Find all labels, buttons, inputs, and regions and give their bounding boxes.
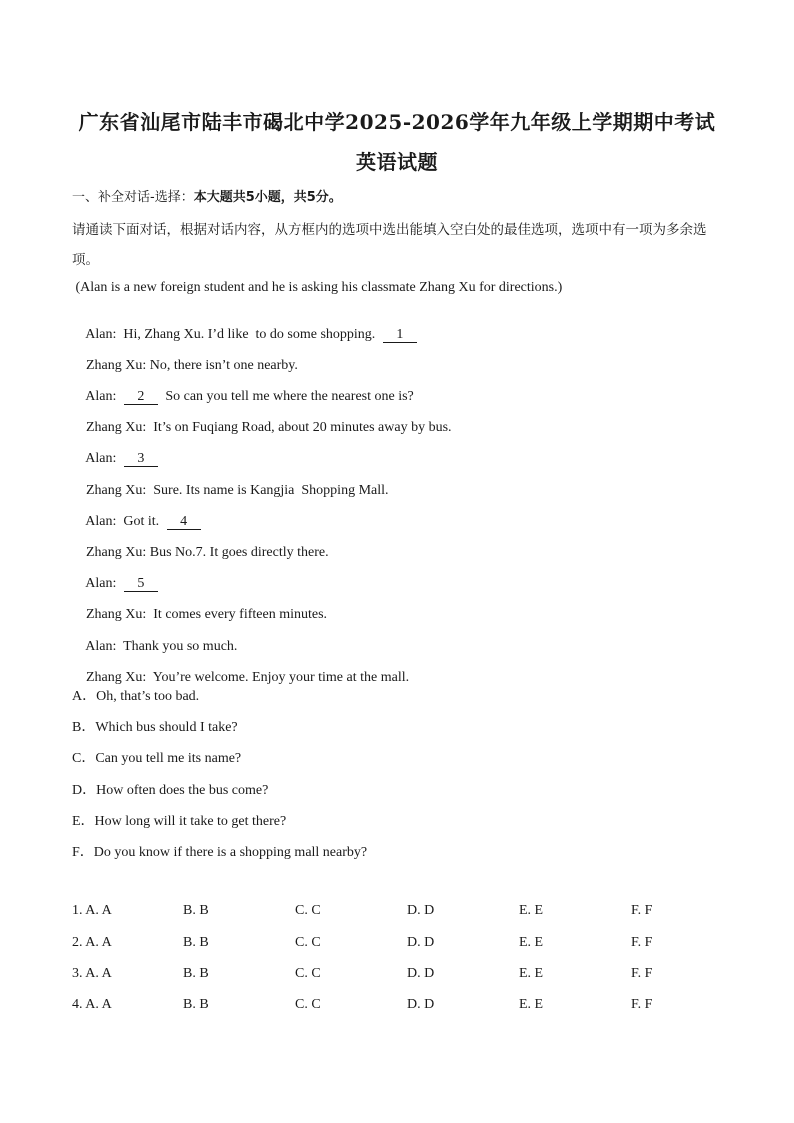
answer-option[interactable]: D. D (407, 997, 435, 1012)
choice-a: A．Oh, that’s too bad. (72, 689, 200, 704)
dialogue-text: Zhang Xu: It comes every fifteen minutes. (86, 607, 328, 622)
dialogue-text: Zhang Xu: You’re welcome. Enjoy your time at the mall. (86, 670, 410, 685)
answer-option[interactable]: D. D (407, 903, 435, 918)
choice-c: C．Can you tell me its name? (72, 751, 242, 766)
dialogue-text: Alan: Got it. (85, 514, 163, 529)
answer-option[interactable]: B. B (183, 903, 209, 918)
answer-option[interactable]: E. E (519, 997, 544, 1012)
answer-blank[interactable]: 5 (124, 577, 158, 592)
answer-option[interactable]: B. B (183, 966, 209, 981)
choice-d: D．How often does the bus come? (72, 783, 269, 798)
choice-f: F．Do you know if there is a shopping mall nearby? (72, 845, 368, 860)
dialogue-text-after: So can you tell me where the nearest one is? (161, 389, 414, 404)
answer-blank[interactable]: 3 (124, 452, 158, 467)
answer-option[interactable]: B. B (183, 935, 209, 950)
answer-option[interactable]: F. F (631, 966, 653, 981)
answer-option[interactable]: C. C (295, 935, 321, 950)
dialogue-text: Zhang Xu: Sure. Its name is Kangjia Shopping Mall. (86, 483, 389, 498)
answer-option[interactable]: D. D (407, 935, 435, 950)
answer-blank[interactable]: 4 (167, 515, 201, 530)
dialogue-text: Alan: (85, 389, 120, 404)
answer-option[interactable]: B. B (183, 997, 209, 1012)
instructions: 请通读下面对话，根据对话内容，从方框内的选项中选出能填入空白处的最佳选项，选项中有一项为多余选项。 (72, 222, 707, 268)
answer-option[interactable]: C. C (295, 997, 321, 1012)
dialogue-text: Alan: Hi, Zhang Xu. I’d like to do some shopping. (85, 327, 379, 342)
answer-option[interactable]: D. D (407, 966, 435, 981)
dialogue-text: Alan: (85, 451, 120, 466)
answer-option[interactable]: E. E (519, 935, 544, 950)
answer-option[interactable]: C. C (295, 903, 321, 918)
answer-option[interactable]: E. E (519, 903, 544, 918)
answer-option[interactable]: F. F (631, 903, 653, 918)
answer-blank[interactable]: 2 (124, 390, 158, 405)
choice-b: B．Which bus should I take? (72, 720, 238, 735)
answer-option[interactable]: 1. A. A (72, 903, 112, 918)
answer-option[interactable]: E. E (519, 966, 544, 981)
answer-option[interactable]: C. C (295, 966, 321, 981)
section-heading (72, 186, 342, 205)
page-subtitle: 英语试题 (356, 150, 438, 174)
dialogue-text: Zhang Xu: Bus No.7. It goes directly there. (86, 545, 329, 560)
choice-e: E．How long will it take to get there? (72, 814, 287, 829)
page-title: 广东省汕尾市陆丰市碣北中学2025-2026学年九年级上学期期中考试 (78, 110, 716, 134)
dialogue-text: Zhang Xu: No, there isn’t one nearby. (86, 358, 298, 373)
answer-option[interactable]: 3. A. A (72, 966, 112, 981)
answer-blank[interactable]: 1 (383, 328, 417, 343)
answer-option[interactable]: 2. A. A (72, 935, 112, 950)
dialogue-text: Alan: Thank you so much. (85, 639, 238, 654)
dialogue-text: Alan: (85, 576, 120, 591)
answer-option[interactable]: F. F (631, 997, 653, 1012)
dialogue-text: Zhang Xu: It’s on Fuqiang Road, about 20 minutes away by bus. (86, 420, 452, 435)
answer-option[interactable]: 4. A. A (72, 997, 112, 1012)
answer-option[interactable]: F. F (631, 935, 653, 950)
section-prefix: 一、补全对话-选择： (72, 190, 194, 205)
section-heading-text: 本大题共5小题，共5分。 (193, 190, 342, 205)
dialogue-intro: (Alan is a new foreign student and he is asking his classmate Zhang Xu for directions.) (72, 280, 563, 295)
